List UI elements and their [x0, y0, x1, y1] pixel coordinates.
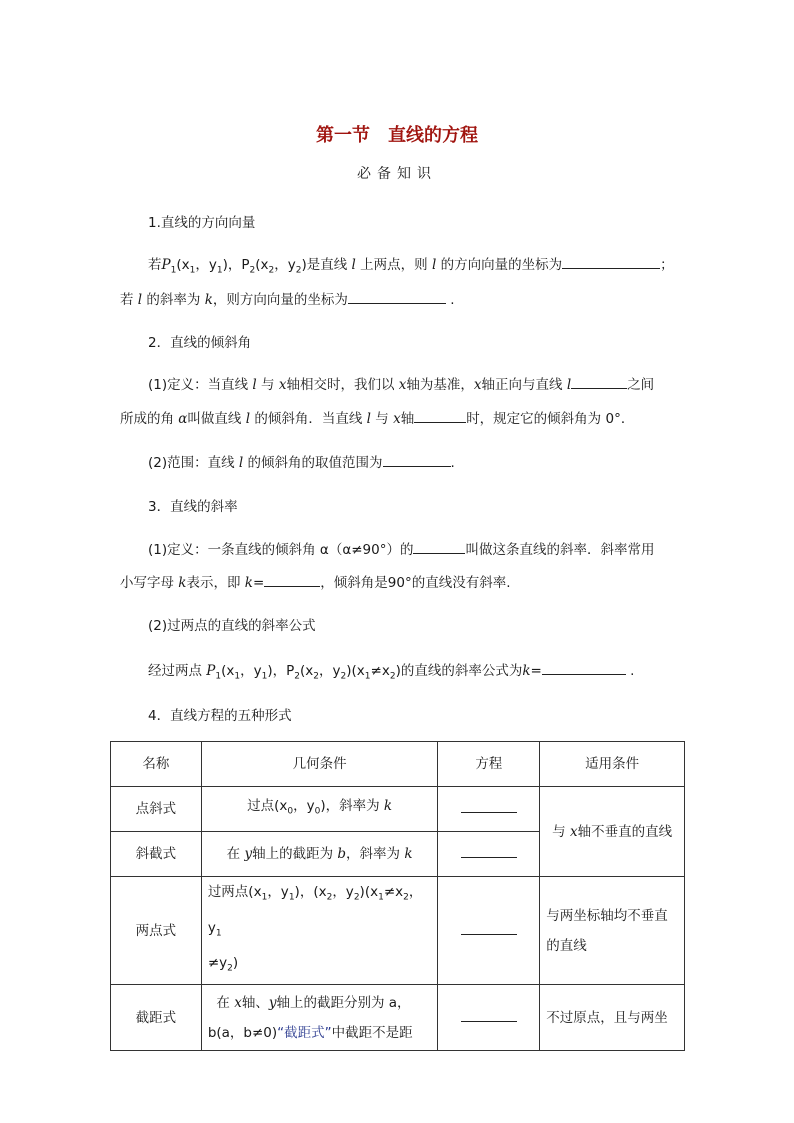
equation-blank-cell[interactable] [438, 877, 540, 985]
answer-blank[interactable] [562, 256, 660, 269]
form-scope: 与两坐标轴均不垂直 的直线 [540, 877, 685, 985]
section-2-paragraph-3: (2)范围：直线 l 的倾斜角的取值范围为 . [148, 455, 455, 471]
answer-blank[interactable] [542, 662, 626, 675]
section-4-heading: 4．直线方程的五种形式 [148, 708, 292, 724]
form-scope: 与 x轴不垂直的直线 [540, 787, 685, 877]
table-header-row [111, 742, 685, 787]
section-3-paragraph-4: 经过两点 $P_1(x_1$，$y_1$)，$P_2(x_2$，$y_2)(x_1\ne x_2)$的直线的斜率公式为k= . [148, 663, 635, 682]
section-1-paragraph-2: 若 l 的斜率为 k，则方向向量的坐标为 . [120, 292, 455, 308]
answer-blank[interactable] [461, 811, 517, 813]
section-3-paragraph-2: 小写字母 k表示，即 k= ，倾斜角是90°的直线没有斜率. [120, 575, 511, 591]
form-condition: 在 x轴、y轴上的截距分别为 a， b(a，b≠0)“截距式”中截距不是距 [201, 985, 438, 1051]
answer-blank[interactable] [414, 410, 466, 423]
answer-blank[interactable] [461, 856, 517, 858]
equation-blank-cell[interactable] [438, 985, 540, 1051]
form-name: 两点式 [111, 877, 202, 985]
column-header: 名称 [111, 742, 202, 787]
intercept-note: “截距式” [277, 1024, 332, 1041]
form-condition: 在 y轴上的截距为 b，斜率为 k [201, 832, 438, 877]
form-scope: 不过原点，且与两坐 [540, 985, 685, 1051]
section-1-heading: 1.直线的方向向量 [148, 215, 256, 231]
table-row [111, 985, 685, 1051]
answer-blank[interactable] [264, 574, 320, 587]
answer-blank[interactable] [383, 454, 451, 467]
column-header: 适用条件 [540, 742, 685, 787]
section-3-heading: 3．直线的斜率 [148, 499, 238, 515]
answer-blank[interactable] [461, 1020, 517, 1022]
line-equation-forms-table [110, 741, 685, 1051]
section-3-paragraph-3: (2)过两点的直线的斜率公式 [148, 618, 316, 634]
section-3-paragraph-1: (1)定义：一条直线的倾斜角 α（α≠90°）的 叫做这条直线的斜率．斜率常用 [148, 542, 655, 558]
table-row [111, 877, 685, 985]
equation-blank-cell[interactable] [438, 787, 540, 832]
form-condition: 过两点($x_1$，$y_1$)，($x_2$，$y_2)(x_1\ne x_2$，$y_1$ $\ne y_2$) [201, 877, 438, 985]
answer-blank[interactable] [571, 376, 627, 389]
answer-blank[interactable] [461, 933, 517, 935]
page-title: 第一节 直线的方程 [316, 125, 478, 146]
column-header: 方程 [438, 742, 540, 787]
form-name: 斜截式 [111, 832, 202, 877]
section-2-paragraph-2: 所成的角 α叫做直线 l 的倾斜角．当直线 l 与 x轴 时，规定它的倾斜角为 0°． [120, 411, 635, 427]
table-row [111, 787, 685, 832]
equation-blank-cell[interactable] [438, 832, 540, 877]
form-condition: 过点($x_0$，$y_0$)，斜率为 k [201, 787, 438, 832]
column-header: 几何条件 [201, 742, 438, 787]
section-2-paragraph-1: (1)定义：当直线 l 与 x轴相交时，我们以 x轴为基准，x轴正向与直线 l 之间 [148, 377, 655, 393]
answer-blank[interactable] [413, 541, 465, 554]
answer-blank[interactable] [348, 291, 446, 304]
section-2-heading: 2．直线的倾斜角 [148, 335, 252, 351]
form-name: 点斜式 [111, 787, 202, 832]
form-name: 截距式 [111, 985, 202, 1051]
section-subtitle: 必备知识 [357, 166, 437, 182]
section-1-paragraph-1: 若$P_1(x_1$，$y_1$)，$P_2(x_2$，$y_2$)是直线 l 上两点，则 l 的方向向量的坐标为 ； [148, 257, 674, 276]
